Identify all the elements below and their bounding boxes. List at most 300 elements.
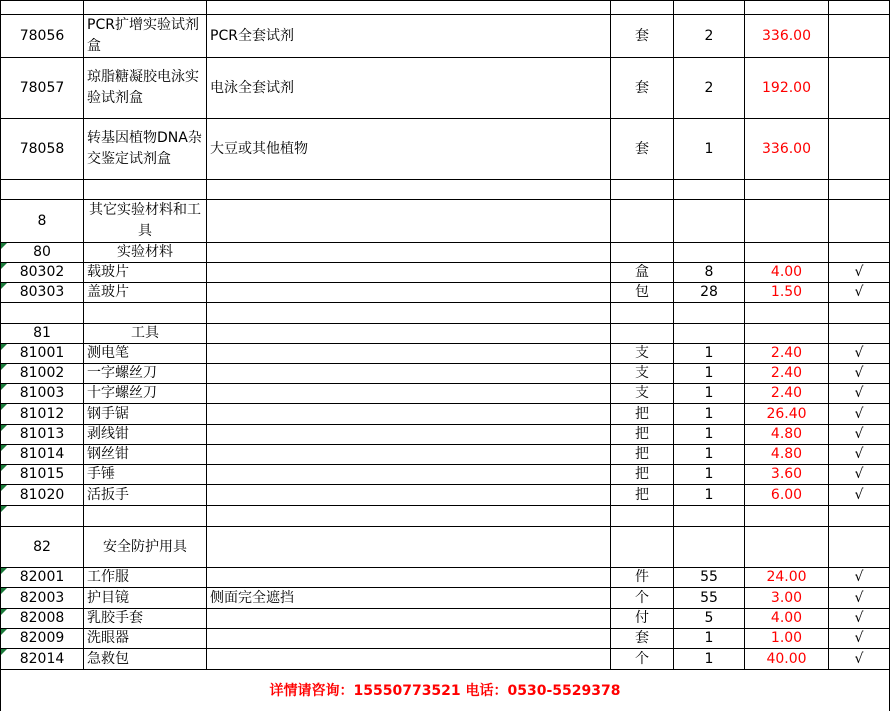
qty-cell-text: 1	[704, 486, 714, 503]
table-row	[1, 425, 890, 445]
category-title-cell[interactable]	[84, 324, 207, 344]
unit-cell[interactable]	[611, 465, 674, 485]
qty-cell[interactable]	[674, 263, 745, 283]
category-code-cell[interactable]	[1, 243, 84, 263]
category-code-cell-text: 8	[37, 212, 47, 229]
price-cell-text: 4.80	[770, 446, 803, 462]
empty-cell[interactable]	[829, 303, 890, 324]
unit-cell[interactable]	[611, 384, 674, 404]
price-cell[interactable]	[745, 445, 829, 465]
qty-cell-text: 1	[704, 446, 714, 462]
spec-cell[interactable]	[207, 445, 611, 465]
spec-cell[interactable]	[207, 425, 611, 445]
unit-cell[interactable]	[611, 485, 674, 506]
check-cell-text: √	[854, 650, 864, 667]
table-row	[1, 15, 890, 58]
check-cell[interactable]	[829, 58, 890, 119]
qty-cell-text: 1	[704, 365, 714, 381]
table-row	[1, 283, 890, 303]
price-cell[interactable]	[745, 58, 829, 119]
check-cell[interactable]	[829, 609, 890, 629]
name-cell-text: 转基因植物DNA杂交鉴定试剂盒	[87, 130, 202, 167]
empty-cell[interactable]	[745, 324, 829, 344]
check-cell[interactable]	[829, 15, 890, 58]
code-cell[interactable]	[1, 609, 84, 629]
check-cell[interactable]	[829, 649, 890, 670]
empty-cell[interactable]	[829, 527, 890, 568]
qty-cell[interactable]	[674, 425, 745, 445]
empty-cell[interactable]	[84, 303, 207, 324]
unit-cell[interactable]	[611, 119, 674, 180]
code-cell[interactable]	[1, 465, 84, 485]
name-cell[interactable]	[84, 568, 207, 588]
code-cell[interactable]	[1, 485, 84, 506]
qty-cell[interactable]	[674, 588, 745, 609]
qty-cell-text: 1	[704, 630, 714, 646]
check-cell-text: √	[854, 610, 864, 626]
green-triangle-icon	[1, 384, 7, 390]
green-triangle-icon	[1, 568, 7, 574]
unit-cell-text: 支	[635, 385, 649, 401]
code-cell[interactable]	[1, 588, 84, 609]
code-cell[interactable]	[1, 425, 84, 445]
green-triangle-icon	[1, 485, 7, 491]
spec-cell[interactable]	[207, 283, 611, 303]
empty-cell[interactable]	[611, 1, 674, 15]
name-cell[interactable]	[84, 364, 207, 384]
unit-cell[interactable]	[611, 568, 674, 588]
check-cell-text: √	[854, 345, 864, 361]
qty-cell[interactable]	[674, 465, 745, 485]
unit-cell[interactable]	[611, 629, 674, 649]
price-cell-text: 1.50	[770, 284, 803, 300]
code-cell-text: 82008	[19, 610, 65, 626]
spec-cell[interactable]	[207, 485, 611, 506]
name-cell[interactable]	[84, 609, 207, 629]
category-title-cell[interactable]	[84, 243, 207, 263]
name-cell[interactable]	[84, 283, 207, 303]
price-cell[interactable]	[745, 609, 829, 629]
empty-cell[interactable]	[674, 200, 745, 243]
spec-cell[interactable]	[207, 629, 611, 649]
green-triangle-icon	[1, 243, 7, 249]
check-cell[interactable]	[829, 404, 890, 425]
name-cell[interactable]	[84, 629, 207, 649]
spec-cell[interactable]	[207, 465, 611, 485]
check-cell-text: √	[854, 426, 864, 442]
spec-cell[interactable]	[207, 588, 611, 609]
qty-cell[interactable]	[674, 629, 745, 649]
empty-cell[interactable]	[207, 243, 611, 263]
name-cell-text: 急救包	[87, 650, 129, 667]
contact-footer	[0, 669, 890, 711]
table-row	[1, 588, 890, 609]
unit-cell[interactable]	[611, 609, 674, 629]
qty-cell-text: 55	[700, 569, 718, 585]
name-cell-text: 载玻片	[87, 264, 129, 280]
code-cell-text: 81013	[19, 426, 65, 442]
empty-cell[interactable]	[674, 506, 745, 527]
empty-cell[interactable]	[84, 506, 207, 527]
table-row	[1, 465, 890, 485]
qty-cell[interactable]	[674, 344, 745, 364]
code-cell-text: 81015	[19, 466, 65, 482]
code-cell-text: 82003	[19, 589, 65, 606]
green-triangle-icon	[1, 364, 7, 370]
empty-cell[interactable]	[674, 243, 745, 263]
spec-cell[interactable]	[207, 119, 611, 180]
empty-cell[interactable]	[611, 324, 674, 344]
name-cell[interactable]	[84, 344, 207, 364]
check-cell[interactable]	[829, 364, 890, 384]
empty-cell[interactable]	[745, 243, 829, 263]
name-cell[interactable]	[84, 485, 207, 506]
code-cell-text: 81001	[19, 345, 65, 361]
spec-cell[interactable]	[207, 15, 611, 58]
table-row	[1, 243, 890, 263]
category-title-cell-text: 实验材料	[117, 244, 173, 260]
empty-cell[interactable]	[745, 1, 829, 15]
empty-cell[interactable]	[829, 506, 890, 527]
name-cell[interactable]	[84, 119, 207, 180]
spec-cell[interactable]	[207, 404, 611, 425]
code-cell[interactable]	[1, 263, 84, 283]
code-cell-text: 80302	[19, 264, 65, 280]
empty-cell[interactable]	[207, 180, 611, 200]
price-cell[interactable]	[745, 629, 829, 649]
empty-cell[interactable]	[829, 1, 890, 15]
category-title-cell-text: 其它实验材料和工具	[89, 202, 201, 239]
qty-cell[interactable]	[674, 119, 745, 180]
name-cell[interactable]	[84, 384, 207, 404]
code-cell-text: 81020	[19, 486, 65, 503]
code-cell[interactable]	[1, 283, 84, 303]
unit-cell-text: 把	[635, 405, 649, 422]
code-cell-text: 81014	[19, 446, 65, 462]
unit-cell[interactable]	[611, 15, 674, 58]
unit-cell-text: 把	[635, 486, 649, 503]
empty-cell[interactable]	[829, 200, 890, 243]
spec-cell[interactable]	[207, 649, 611, 670]
spec-cell[interactable]	[207, 263, 611, 283]
empty-cell[interactable]	[1, 1, 84, 15]
spec-cell[interactable]	[207, 609, 611, 629]
qty-cell-text: 2	[704, 79, 714, 96]
unit-cell-text: 支	[635, 365, 649, 381]
qty-cell-text: 55	[700, 589, 718, 606]
contact-text: 详情请咨询：15550773521 电话：0530-5529378	[269, 683, 621, 699]
empty-cell[interactable]	[745, 506, 829, 527]
spec-cell[interactable]	[207, 344, 611, 364]
empty-cell[interactable]	[207, 303, 611, 324]
unit-cell-text: 件	[635, 569, 649, 585]
green-triangle-icon	[1, 404, 7, 410]
empty-cell[interactable]	[84, 1, 207, 15]
empty-cell[interactable]	[611, 243, 674, 263]
unit-cell[interactable]	[611, 425, 674, 445]
spec-cell-text: 侧面完全遮挡	[210, 589, 294, 606]
code-cell-text: 81003	[19, 385, 65, 401]
price-cell[interactable]	[745, 119, 829, 180]
check-cell-text: √	[854, 365, 864, 381]
unit-cell-text: 个	[635, 589, 649, 606]
check-cell-text: √	[854, 630, 864, 646]
name-cell[interactable]	[84, 58, 207, 119]
price-cell-text: 2.40	[770, 345, 803, 361]
name-cell-text: 工作服	[87, 569, 129, 585]
name-cell-text: PCR扩增实验试剂盒	[87, 17, 199, 54]
unit-cell-text: 付	[635, 610, 649, 626]
check-cell-text: √	[854, 466, 864, 482]
qty-cell-text: 8	[704, 264, 714, 280]
empty-cell[interactable]	[745, 180, 829, 200]
qty-cell[interactable]	[674, 609, 745, 629]
category-code-cell-text: 81	[33, 325, 51, 341]
empty-cell[interactable]	[1, 303, 84, 324]
qty-cell-text: 1	[704, 140, 714, 157]
code-cell[interactable]	[1, 404, 84, 425]
empty-cell[interactable]	[674, 527, 745, 568]
qty-cell-text: 1	[704, 405, 714, 422]
table-row	[1, 58, 890, 119]
table-row	[1, 200, 890, 243]
price-cell[interactable]	[745, 344, 829, 364]
qty-cell[interactable]	[674, 649, 745, 670]
price-cell-text: 192.00	[762, 79, 811, 96]
empty-cell[interactable]	[207, 1, 611, 15]
empty-cell[interactable]	[674, 324, 745, 344]
qty-cell[interactable]	[674, 445, 745, 465]
unit-cell[interactable]	[611, 344, 674, 364]
empty-cell[interactable]	[745, 527, 829, 568]
unit-cell-text: 套	[635, 79, 649, 96]
unit-cell-text: 个	[635, 650, 649, 667]
name-cell[interactable]	[84, 588, 207, 609]
name-cell-text: 护目镜	[87, 589, 129, 606]
empty-cell[interactable]	[207, 506, 611, 527]
code-cell[interactable]	[1, 629, 84, 649]
price-cell-text: 24.00	[766, 569, 807, 585]
check-cell[interactable]	[829, 629, 890, 649]
category-code-cell[interactable]	[1, 527, 84, 568]
empty-cell[interactable]	[611, 506, 674, 527]
empty-cell[interactable]	[611, 303, 674, 324]
code-cell[interactable]	[1, 58, 84, 119]
name-cell[interactable]	[84, 263, 207, 283]
check-cell[interactable]	[829, 384, 890, 404]
qty-cell[interactable]	[674, 364, 745, 384]
qty-cell[interactable]	[674, 15, 745, 58]
spec-cell[interactable]	[207, 384, 611, 404]
empty-cell[interactable]	[1, 506, 84, 527]
qty-cell-text: 28	[700, 284, 718, 300]
check-cell[interactable]	[829, 465, 890, 485]
price-cell[interactable]	[745, 15, 829, 58]
table-row	[1, 324, 890, 344]
name-cell[interactable]	[84, 649, 207, 670]
qty-cell[interactable]	[674, 58, 745, 119]
green-triangle-icon	[1, 263, 7, 269]
category-title-cell[interactable]	[84, 527, 207, 568]
table-row	[1, 527, 890, 568]
price-cell-text: 26.40	[766, 405, 807, 422]
spec-cell[interactable]	[207, 364, 611, 384]
name-cell-text: 手锤	[87, 466, 115, 482]
category-code-cell[interactable]	[1, 200, 84, 243]
code-cell-text: 81002	[19, 365, 65, 381]
name-cell[interactable]	[84, 15, 207, 58]
empty-cell[interactable]	[207, 200, 611, 243]
table-row	[1, 180, 890, 200]
empty-cell[interactable]	[674, 303, 745, 324]
name-cell[interactable]	[84, 404, 207, 425]
check-cell[interactable]	[829, 283, 890, 303]
code-cell[interactable]	[1, 119, 84, 180]
check-cell[interactable]	[829, 119, 890, 180]
unit-cell[interactable]	[611, 404, 674, 425]
check-cell-text: √	[854, 446, 864, 462]
code-cell[interactable]	[1, 384, 84, 404]
price-cell-text: 4.00	[770, 264, 803, 280]
name-cell-text: 琼脂糖凝胶电泳实验试剂盒	[87, 69, 199, 106]
spec-cell-text: 电泳全套试剂	[210, 79, 294, 96]
code-cell[interactable]	[1, 649, 84, 670]
price-cell[interactable]	[745, 384, 829, 404]
unit-cell-text: 包	[635, 284, 649, 300]
empty-cell[interactable]	[745, 200, 829, 243]
check-cell[interactable]	[829, 568, 890, 588]
empty-cell[interactable]	[745, 303, 829, 324]
unit-cell-text: 把	[635, 446, 649, 462]
category-title-cell[interactable]	[84, 200, 207, 243]
table-body	[1, 1, 890, 670]
code-cell[interactable]	[1, 568, 84, 588]
empty-cell[interactable]	[611, 180, 674, 200]
price-cell[interactable]	[745, 588, 829, 609]
price-cell[interactable]	[745, 425, 829, 445]
unit-cell-text: 盒	[635, 264, 649, 280]
price-cell[interactable]	[745, 485, 829, 506]
table-row	[1, 384, 890, 404]
unit-cell[interactable]	[611, 445, 674, 465]
check-cell[interactable]	[829, 588, 890, 609]
table-row	[1, 344, 890, 364]
unit-cell-text: 套	[635, 27, 649, 44]
empty-cell[interactable]	[829, 243, 890, 263]
spec-cell[interactable]	[207, 568, 611, 588]
price-cell[interactable]	[745, 465, 829, 485]
price-cell[interactable]	[745, 404, 829, 425]
empty-cell[interactable]	[674, 1, 745, 15]
empty-cell[interactable]	[84, 180, 207, 200]
empty-cell[interactable]	[207, 324, 611, 344]
table-row	[1, 649, 890, 670]
name-cell-text: 测电笔	[87, 345, 129, 361]
name-cell[interactable]	[84, 465, 207, 485]
green-triangle-icon	[1, 588, 7, 594]
unit-cell-text: 把	[635, 466, 649, 482]
table-row	[1, 404, 890, 425]
qty-cell[interactable]	[674, 485, 745, 506]
name-cell[interactable]	[84, 445, 207, 465]
code-cell[interactable]	[1, 445, 84, 465]
green-triangle-icon	[1, 629, 7, 635]
price-cell-text: 2.40	[770, 385, 803, 401]
price-cell-text: 2.40	[770, 365, 803, 381]
green-triangle-icon	[1, 283, 7, 289]
unit-cell-text: 套	[635, 140, 649, 157]
check-cell[interactable]	[829, 425, 890, 445]
green-triangle-icon	[1, 609, 7, 615]
empty-cell[interactable]	[611, 200, 674, 243]
unit-cell[interactable]	[611, 364, 674, 384]
check-cell[interactable]	[829, 263, 890, 283]
unit-cell[interactable]	[611, 588, 674, 609]
price-cell-text: 336.00	[762, 27, 811, 44]
check-cell[interactable]	[829, 344, 890, 364]
name-cell-text: 乳胶手套	[87, 610, 143, 626]
name-cell-text: 一字螺丝刀	[87, 365, 157, 381]
check-cell-text: √	[854, 405, 864, 422]
unit-cell[interactable]	[611, 649, 674, 670]
table-row	[1, 629, 890, 649]
empty-cell[interactable]	[207, 527, 611, 568]
qty-cell[interactable]	[674, 568, 745, 588]
check-cell[interactable]	[829, 445, 890, 465]
empty-cell[interactable]	[611, 527, 674, 568]
price-cell[interactable]	[745, 263, 829, 283]
empty-cell[interactable]	[829, 324, 890, 344]
name-cell-text: 盖玻片	[87, 284, 129, 300]
unit-cell[interactable]	[611, 263, 674, 283]
unit-cell[interactable]	[611, 283, 674, 303]
price-cell-text: 4.80	[770, 426, 803, 442]
check-cell-text: √	[854, 589, 864, 606]
green-triangle-icon	[1, 425, 7, 431]
empty-cell[interactable]	[829, 180, 890, 200]
check-cell[interactable]	[829, 485, 890, 506]
table-row	[1, 263, 890, 283]
price-cell[interactable]	[745, 364, 829, 384]
price-cell-text: 4.00	[770, 610, 803, 626]
code-cell-text: 78057	[19, 79, 65, 96]
empty-cell[interactable]	[674, 180, 745, 200]
price-cell[interactable]	[745, 283, 829, 303]
price-cell[interactable]	[745, 649, 829, 670]
unit-cell[interactable]	[611, 58, 674, 119]
code-cell[interactable]	[1, 344, 84, 364]
name-cell-text: 剥线钳	[87, 426, 129, 442]
code-cell[interactable]	[1, 15, 84, 58]
spec-cell-text: 大豆或其他植物	[210, 140, 308, 157]
name-cell-text: 洗眼器	[87, 630, 129, 646]
name-cell[interactable]	[84, 425, 207, 445]
name-cell-text: 活扳手	[87, 486, 129, 503]
qty-cell[interactable]	[674, 384, 745, 404]
code-cell-text: 82001	[19, 569, 65, 585]
code-cell[interactable]	[1, 364, 84, 384]
qty-cell[interactable]	[674, 404, 745, 425]
empty-cell[interactable]	[1, 180, 84, 200]
qty-cell[interactable]	[674, 283, 745, 303]
category-code-cell[interactable]	[1, 324, 84, 344]
table-row	[1, 506, 890, 527]
category-code-cell-text: 82	[33, 538, 51, 555]
price-cell-text: 3.00	[770, 589, 803, 606]
spec-cell[interactable]	[207, 58, 611, 119]
price-cell[interactable]	[745, 568, 829, 588]
unit-cell-text: 把	[635, 426, 649, 442]
